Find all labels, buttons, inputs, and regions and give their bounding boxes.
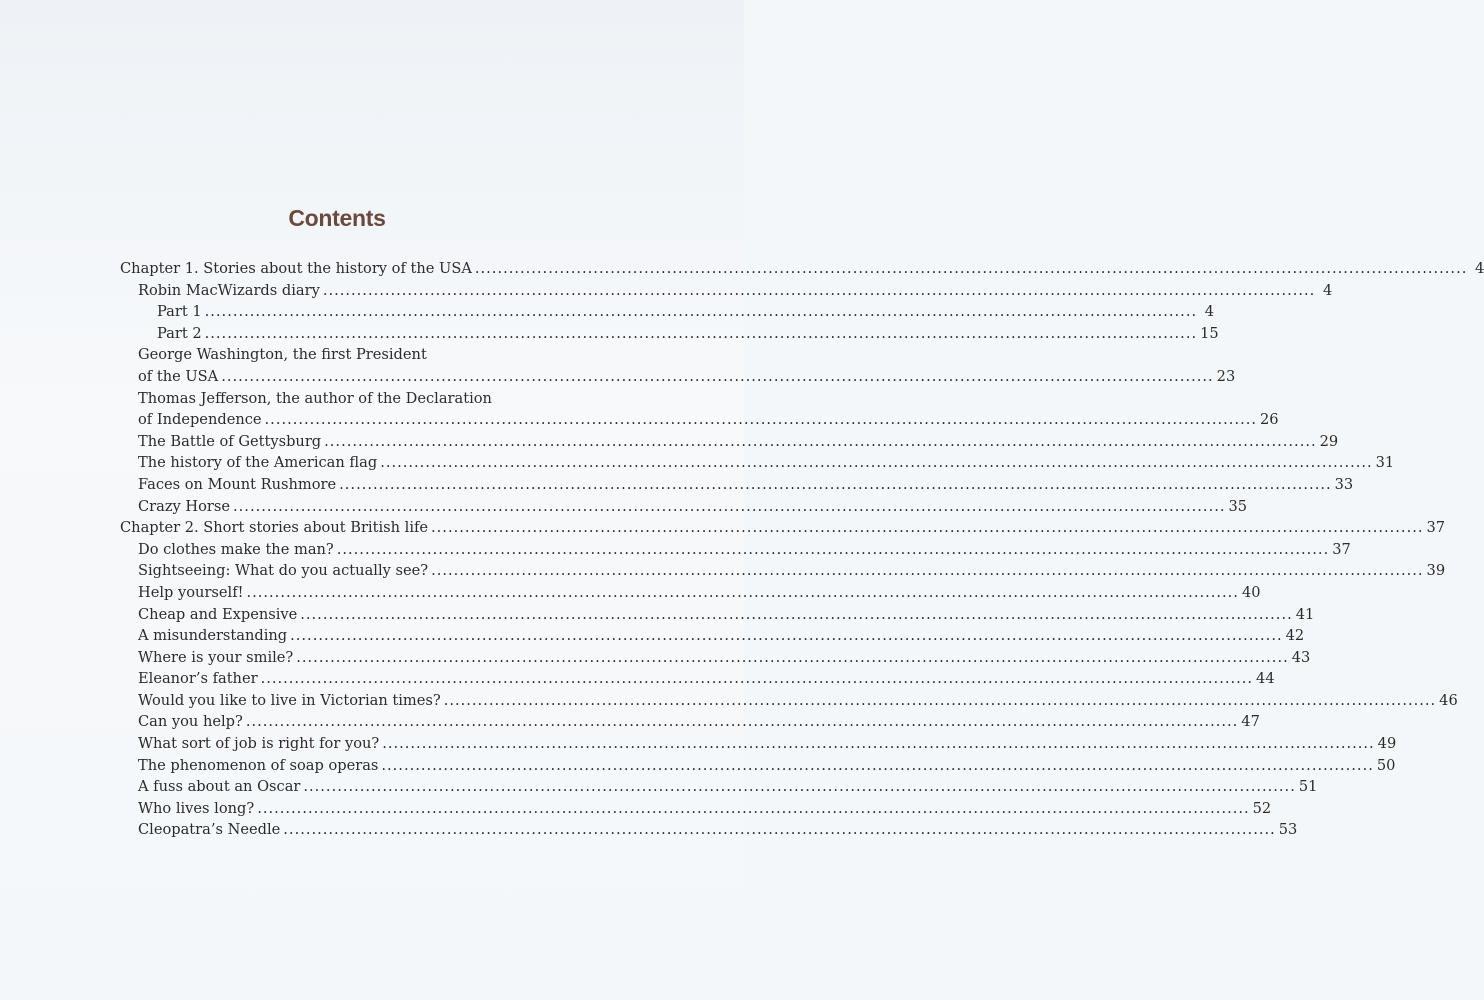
toc-page-number: 26	[1260, 411, 1279, 429]
dot-leader	[444, 690, 1436, 712]
toc-entry[interactable]	[120, 647, 1311, 669]
toc-entry-title: Chapter 1. Stories about the history of the USA	[120, 260, 472, 277]
dot-leader	[283, 819, 1275, 841]
toc-entry-title-line2: of the USA	[138, 367, 219, 385]
toc-page-number: 23	[1216, 367, 1236, 385]
toc-entry-title: Cleopatra’s Needle	[138, 821, 281, 839]
toc-entry[interactable]	[120, 733, 1397, 755]
toc-entry-title: Would you like to live in Victorian times?	[138, 691, 441, 709]
toc-entry-title: Chapter 2. Short stories about British life	[120, 519, 429, 537]
toc-entry[interactable]	[120, 668, 1275, 690]
toc-page-number: 37	[1426, 519, 1446, 537]
page-title: Contents	[288, 205, 386, 231]
toc-page-number: 33	[1334, 475, 1354, 493]
dot-leader	[261, 668, 1253, 690]
toc-entry[interactable]	[120, 798, 1272, 820]
toc-page-number: 52	[1252, 799, 1272, 817]
toc-entry-title: Eleanor’s father	[138, 670, 258, 688]
toc-entry[interactable]	[120, 582, 1261, 604]
toc-entry[interactable]	[120, 323, 1219, 345]
toc-entry-title: Crazy Horse	[138, 497, 231, 515]
toc-entry-title: Who lives long?	[138, 799, 255, 817]
dot-leader	[323, 280, 1315, 302]
dot-leader	[205, 323, 1197, 345]
toc-entry-title-line2: of Independence	[138, 411, 262, 429]
toc-page-number: 39	[1426, 562, 1446, 580]
toc-entry[interactable]	[120, 560, 1446, 582]
toc-page-number: 40	[1241, 583, 1261, 601]
toc-entry-title-line1: Thomas Jefferson, the author of the Declaration	[138, 389, 492, 407]
table-of-contents	[120, 258, 1484, 841]
toc-entry[interactable]	[120, 280, 1333, 302]
dot-leader	[296, 647, 1288, 669]
dot-leader	[339, 474, 1331, 496]
toc-page-number: 41	[1295, 605, 1315, 623]
toc-entry[interactable]	[120, 344, 1236, 387]
toc-page-number: 4	[1322, 281, 1333, 299]
dot-leader	[475, 258, 1467, 280]
dot-leader	[380, 452, 1372, 474]
dot-leader	[382, 733, 1374, 755]
dot-leader	[381, 755, 1373, 777]
dot-leader	[257, 798, 1249, 820]
toc-entry-title: What sort of job is right for you?	[138, 735, 380, 753]
dot-leader	[431, 560, 1423, 582]
toc-entry-title: The history of the American flag	[138, 454, 378, 472]
toc-page-number: 15	[1200, 324, 1219, 342]
toc-page-number: 49	[1377, 735, 1397, 753]
toc-page-number: 31	[1375, 454, 1395, 472]
toc-entry[interactable]	[120, 539, 1351, 561]
toc-entry-title: Robin MacWizards diary	[138, 281, 320, 299]
toc-page-number: 29	[1319, 432, 1339, 450]
toc-page-number: 44	[1256, 670, 1275, 688]
dot-leader	[205, 301, 1197, 323]
dot-leader	[265, 409, 1257, 431]
toc-entry-title: Can you help?	[138, 713, 243, 731]
dot-leader	[303, 776, 1295, 798]
toc-entry-chapter-1[interactable]	[120, 258, 1484, 280]
toc-entry-title: Where is your smile?	[138, 648, 294, 666]
toc-entry-title: Cheap and Expensive	[138, 605, 298, 623]
dot-leader	[431, 517, 1423, 539]
toc-entry[interactable]	[120, 496, 1248, 518]
toc-entry-title: Part 2	[157, 324, 202, 342]
dot-leader	[233, 496, 1225, 518]
toc-page-number: 4	[1475, 260, 1484, 277]
toc-page-number: 4	[1204, 303, 1215, 321]
toc-entry-title: Part 1	[157, 303, 202, 321]
toc-entry[interactable]	[120, 301, 1215, 323]
toc-entry-title: The Battle of Gettysburg	[138, 432, 322, 450]
toc-entry[interactable]	[120, 711, 1260, 733]
dot-leader	[324, 431, 1316, 453]
dot-leader	[221, 366, 1213, 388]
dot-leader	[290, 625, 1282, 647]
toc-page-number: 50	[1376, 756, 1396, 774]
toc-entry[interactable]	[120, 431, 1339, 453]
toc-entry[interactable]	[120, 819, 1298, 841]
toc-page-number: 35	[1228, 497, 1248, 515]
toc-page-number: 46	[1439, 691, 1458, 709]
toc-page-number: 43	[1291, 648, 1311, 666]
toc-entry[interactable]	[120, 604, 1315, 626]
toc-entry[interactable]	[120, 776, 1318, 798]
toc-entry-title-line1: George Washington, the first President	[138, 346, 427, 364]
toc-entry-title: Do clothes make the man?	[138, 540, 334, 558]
toc-entry-title: A misunderstanding	[138, 627, 288, 645]
toc-entry-title: Sightseeing: What do you actually see?	[138, 562, 429, 580]
toc-entry-title: The phenomenon of soap operas	[138, 756, 379, 774]
dot-leader	[300, 604, 1292, 626]
dot-leader	[246, 711, 1238, 733]
dot-leader	[246, 582, 1238, 604]
toc-entry[interactable]	[120, 388, 1279, 431]
toc-page-number: 53	[1278, 821, 1298, 839]
toc-entry[interactable]	[120, 474, 1354, 496]
toc-entry[interactable]	[120, 452, 1395, 474]
toc-page-number: 37	[1332, 540, 1351, 558]
toc-entry[interactable]	[120, 625, 1305, 647]
toc-entry-title: Help yourself!	[138, 583, 244, 601]
toc-page-number: 42	[1285, 627, 1305, 645]
toc-page-number: 47	[1241, 713, 1260, 731]
toc-entry[interactable]	[120, 690, 1458, 712]
toc-entry-title: Faces on Mount Rushmore	[138, 475, 337, 493]
toc-entry-title: A fuss about an Oscar	[138, 778, 301, 796]
toc-page-number: 51	[1298, 778, 1318, 796]
dot-leader	[337, 539, 1329, 561]
toc-entry[interactable]	[120, 755, 1396, 777]
toc-entry-chapter-2[interactable]	[120, 517, 1446, 539]
